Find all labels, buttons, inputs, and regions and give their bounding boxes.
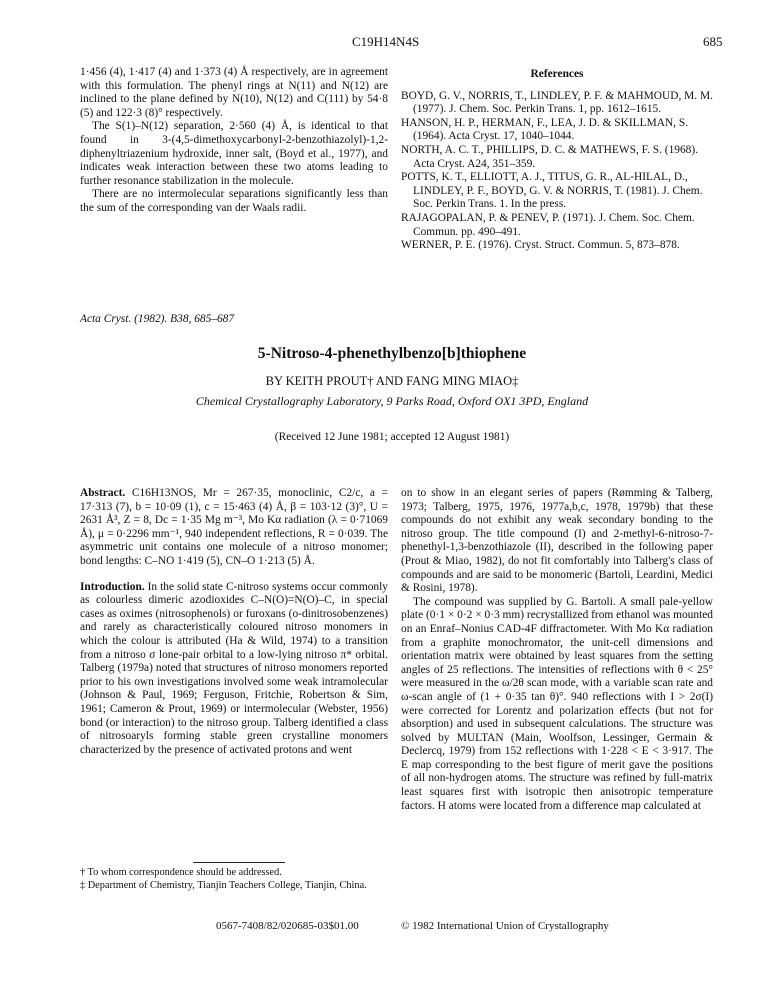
reference-item: HANSON, H. P., HERMAN, F., LEA, J. D. & SKILLMAN, S. (1964). Acta Cryst. 17, 1040–1044. — [401, 116, 689, 143]
abstract-label: Abstract. — [80, 487, 126, 499]
reference-item: RAJAGOPALAN, P. & PENEV, P. (1971). J. Chem. Soc. Chem. Commun. pp. 490–491. — [401, 211, 695, 238]
paragraph: There are no intermolecular separations significantly less than the sum of the corresponding van der Waals radii. — [80, 188, 388, 214]
footnote-rule — [193, 862, 285, 863]
references-section — [401, 66, 713, 253]
article-affiliation: Chemical Crystallography Laboratory, 9 Parks Road, Oxford OX1 3PD, England — [195, 394, 589, 408]
abstract-paragraph — [80, 487, 388, 569]
paragraph: 1·456 (4), 1·417 (4) and 1·373 (4) Å respectively, are in agreement with this formulation. The phenyl rings at N(11) and N(12) are inclined to the plane defined by N(10), N(12) and C(111) by 54·8 (5) and 122·3 (8)° respectively. — [80, 66, 388, 119]
received-dates: (Received 12 June 1981; accepted 12 August 1981) — [274, 431, 510, 443]
paragraph: on to show in an elegant series of papers (Rømming & Talberg, 1973; Talberg, 1975, 1976, 1977a,b,c, 1978, 1979b) that these compounds do not exhibit any weak secondary bonding to the nitroso group. The title compound (I) and 2-methyl-6-nitroso-7-phenethyl-1,3-benzothiazole (II), described in the following paper (Prout & Miao, 1982), do not fit comfortably into Talberg's class of compounds and are said to be monomeric (Bartoli, Leardini, Medici & Rosini, 1978). — [401, 487, 713, 595]
running-header-formula: C19H14N4S — [352, 34, 420, 49]
footnotes — [80, 867, 388, 892]
right-column-body — [401, 487, 713, 813]
article-authors: BY KEITH PROUT† AND FANG MING MIAO‡ — [265, 374, 519, 388]
footnote: † To whom correspondence should be addressed. — [80, 867, 282, 878]
page-number: 685 — [703, 34, 723, 49]
previous-article-conclusion — [80, 66, 388, 216]
references-heading: References — [530, 68, 584, 80]
reference-item: WERNER, P. E. (1976). Cryst. Struct. Commun. 5, 873–878. — [401, 239, 680, 252]
reference-item: BOYD, G. V., NORRIS, T., LINDLEY, P. F. & MAHMOUD, M. M. (1977). J. Chem. Soc. Perkin Trans. 1, pp. 1612–1615. — [401, 89, 713, 116]
paragraph: The compound was supplied by G. Bartoli. A small pale-yellow plate (0·1 × 0·2 × 0·3 mm) recrystallized from ethanol was mounted on an Enraf–Nonius CAD-4F diffractometer. With Mo Kα radiation from a graphite monochromator, the unit-cell dimensions and orientation matrix were obtained by least squares from the setting angles of 25 reflections. The intensities of reflections with θ < 25° were measured in the ω/2θ scan mode, with a variable scan rate and ω-scan angle of (1 + 0·35 tan θ)°. 940 reflections with I > 2σ(I) were corrected for Lorentz and polarization effects (but not for absorption) and used in subsequent calculations. The structure was solved by MULTAN (Main, Woolfson, Lessinger, Germain & Declercq, 1979) from 152 reflections with 1·228 < E < 3·917. The E map corresponding to the best figure of merit gave the positions of all non-hydrogen atoms. The structure was refined by full-matrix least squares first with isotropic then anisotropic temperature factors. H atoms were located from a difference map calculated at — [401, 595, 713, 812]
article-title: 5-Nitroso-4-phenethylbenzo[b]thiophene — [257, 345, 527, 362]
article-code: 0567-7408/82/020685-03$01.00 — [216, 920, 359, 932]
footnote: ‡ Department of Chemistry, Tianjin Teachers College, Tianjin, China. — [80, 879, 367, 891]
reference-item: POTTS, K. T., ELLIOTT, A. J., TITUS, G. R., AL-HILAL, D., LINDLEY, P. F., BOYD, G. V. & NORRIS, T. (1981). J. Chem. Soc. Perkin Trans. 1. In the press. — [401, 171, 703, 211]
introduction-text: In the solid state C-nitroso systems occur commonly as colourless dimeric azodioxides C–N(O)=N(O)–C, in special cases as oximes (nitrosophenols) or furoxans (o-dinitrosobenzenes) and rarely as characteristically coloured nitroso monomers in which the colour is attributed (Ha & Wild, 1974) to a transition from a nitroso σ lone-pair orbital to a low-lying nitroso π* orbital. Talberg (1979a) noted that structures of nitroso monomers reported prior to his own investigations involved some weak intramolecular (Johnson & Paul, 1969; Ferguson, Fritchie, Robertson & Sim, 1961; Cameron & Prout, 1969) or intermolecular (Webster, 1956) bond (or interaction) to the nitroso group. Talberg identified a class of nitrosoaryls forming stable green crystalline monomers characterized by the presence of activated protons and went — [80, 580, 388, 756]
introduction-paragraph — [80, 581, 388, 758]
article-citation: Acta Cryst. (1982). B38, 685–687 — [80, 313, 235, 325]
reference-item: NORTH, A. C. T., PHILLIPS, D. C. & MATHEWS, F. S. (1968). Acta Cryst. A24, 351–359. — [401, 143, 699, 170]
left-column-body — [80, 487, 388, 757]
paragraph: The S(1)–N(12) separation, 2·560 (4) Å, is identical to that found in 3-(4,5-dimethoxycarbonyl-2-benzothiazolyl)-1,2-diphenyltriazenium hydroxide, inner salt, (Boyd et al., 1977), and indicates weak interaction between these two atoms leading to further resonance stabilization in the molecule. — [80, 120, 388, 187]
abstract-text: C16H13NOS, Mr = 267·35, monoclinic, C2/c, a = 17·313 (7), b = 10·09 (1), c = 15·463 (4) Å, β = 103·12 (3)°, U = 2631 Å³, Z = 8, Dc = 1·35 Mg m⁻³, Mo Kα radiation (λ = 0·71069 Å), μ = 0·2296 mm⁻¹, 940 independent reflections, R = 0·039. The asymmetric unit contains one molecule of a nitroso monomer; bond lengths: C–NO 1·419 (5), CN–O 1·213 (5) Å. — [80, 487, 388, 567]
copyright-notice: © 1982 International Union of Crystallography — [401, 920, 609, 932]
introduction-label: Introduction. — [80, 580, 145, 593]
